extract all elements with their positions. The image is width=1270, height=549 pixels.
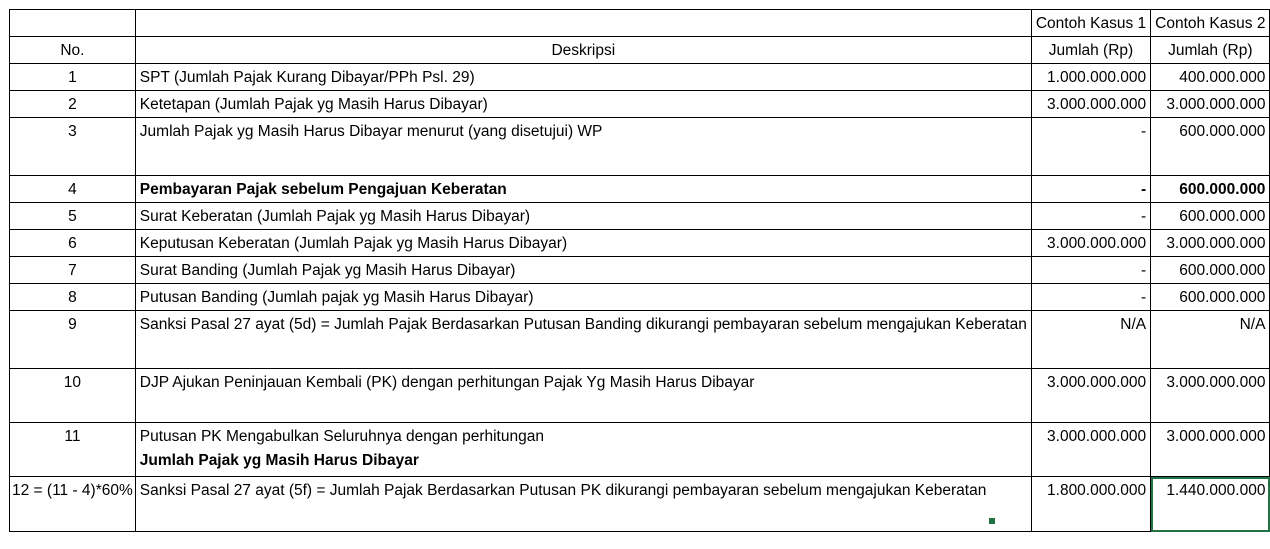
- row-case2[interactable]: 600.000.000: [1151, 176, 1270, 203]
- table-row: [10, 91, 1270, 118]
- row-no[interactable]: 6: [10, 230, 136, 257]
- table-row: [10, 369, 1270, 423]
- table-row: [10, 257, 1270, 284]
- case1-title[interactable]: Contoh Kasus 1: [1031, 10, 1150, 37]
- row-no[interactable]: 4: [10, 176, 136, 203]
- row-desc[interactable]: Sanksi Pasal 27 ayat (5f) = Jumlah Pajak Berdasarkan Putusan PK dikurangi pembayaran sebelum mengajukan Keberatan: [135, 477, 1031, 532]
- row-desc-line: Putusan PK Mengabulkan Seluruhnya dengan perhitungan: [139, 428, 544, 445]
- table-row: [10, 230, 1270, 257]
- row-case1[interactable]: N/A: [1031, 311, 1150, 369]
- table-row: [10, 176, 1270, 203]
- row-case2[interactable]: N/A: [1151, 311, 1270, 369]
- table-row: [10, 64, 1270, 91]
- row-no[interactable]: 11: [10, 423, 136, 477]
- row-no[interactable]: 9: [10, 311, 136, 369]
- row-case1[interactable]: -: [1031, 203, 1150, 230]
- tax-case-table: [9, 9, 1270, 532]
- row-case1[interactable]: 1.000.000.000: [1031, 64, 1150, 91]
- row-no[interactable]: 12 = (11 - 4)*60%: [10, 477, 136, 532]
- row-case2[interactable]: 600.000.000: [1151, 284, 1270, 311]
- row-case1[interactable]: 3.000.000.000: [1031, 230, 1150, 257]
- row-case2[interactable]: 600.000.000: [1151, 257, 1270, 284]
- row-desc[interactable]: Surat Banding (Jumlah Pajak yg Masih Harus Dibayar): [135, 257, 1031, 284]
- row-case1[interactable]: 3.000.000.000: [1031, 91, 1150, 118]
- table-row: [10, 311, 1270, 369]
- row-no[interactable]: 7: [10, 257, 136, 284]
- row-desc[interactable]: Ketetapan (Jumlah Pajak yg Masih Harus Dibayar): [135, 91, 1031, 118]
- row-case1[interactable]: 1.800.000.000: [1031, 477, 1150, 532]
- table-row: [10, 118, 1270, 176]
- cell-empty-no[interactable]: [10, 10, 136, 37]
- row-case1[interactable]: -: [1031, 176, 1150, 203]
- desc-header[interactable]: Deskripsi: [135, 37, 1031, 64]
- row-no[interactable]: 5: [10, 203, 136, 230]
- row-desc[interactable]: Jumlah Pajak yg Masih Harus Dibayar menurut (yang disetujui) WP: [135, 118, 1031, 176]
- row-case2[interactable]: 600.000.000: [1151, 203, 1270, 230]
- header-row-2: [10, 37, 1270, 64]
- row-case1[interactable]: 3.000.000.000: [1031, 369, 1150, 423]
- no-header[interactable]: No.: [10, 37, 136, 64]
- row-case1[interactable]: -: [1031, 118, 1150, 176]
- case1-unit[interactable]: Jumlah (Rp): [1031, 37, 1150, 64]
- row-case2[interactable]: 3.000.000.000: [1151, 369, 1270, 423]
- row-desc[interactable]: DJP Ajukan Peninjauan Kembali (PK) dengan perhitungan Pajak Yg Masih Harus Dibayar: [135, 369, 1031, 423]
- row-no[interactable]: 8: [10, 284, 136, 311]
- row-no[interactable]: 10: [10, 369, 136, 423]
- row-no[interactable]: 2: [10, 91, 136, 118]
- row-case1[interactable]: 3.000.000.000: [1031, 423, 1150, 477]
- row-desc[interactable]: [135, 423, 1031, 477]
- row-desc[interactable]: Keputusan Keberatan (Jumlah Pajak yg Masih Harus Dibayar): [135, 230, 1031, 257]
- case2-unit[interactable]: Jumlah (Rp): [1151, 37, 1270, 64]
- table-row: [10, 284, 1270, 311]
- table-row: [10, 203, 1270, 230]
- fill-handle[interactable]: [988, 517, 996, 525]
- row-case1[interactable]: -: [1031, 257, 1150, 284]
- row-no[interactable]: 1: [10, 64, 136, 91]
- row-case2[interactable]: 400.000.000: [1151, 64, 1270, 91]
- header-row-1: [10, 10, 1270, 37]
- row-desc[interactable]: Pembayaran Pajak sebelum Pengajuan Keberatan: [135, 176, 1031, 203]
- table-row: [10, 477, 1270, 532]
- row-desc[interactable]: Surat Keberatan (Jumlah Pajak yg Masih Harus Dibayar): [135, 203, 1031, 230]
- cell-empty-desc[interactable]: [135, 10, 1031, 37]
- row-desc[interactable]: Putusan Banding (Jumlah pajak yg Masih Harus Dibayar): [135, 284, 1031, 311]
- row-desc[interactable]: Sanksi Pasal 27 ayat (5d) = Jumlah Pajak Berdasarkan Putusan Banding dikurangi pembayaran sebelum mengajukan Keberatan: [135, 311, 1031, 369]
- row-no[interactable]: 3: [10, 118, 136, 176]
- row-case2[interactable]: 3.000.000.000: [1151, 91, 1270, 118]
- selected-cell[interactable]: 1.440.000.000: [1151, 477, 1270, 532]
- table-row: [10, 423, 1270, 477]
- row-case2[interactable]: 3.000.000.000: [1151, 423, 1270, 477]
- row-case1[interactable]: -: [1031, 284, 1150, 311]
- row-case2[interactable]: 600.000.000: [1151, 118, 1270, 176]
- row-case2[interactable]: 3.000.000.000: [1151, 230, 1270, 257]
- row-desc-line-bold: Jumlah Pajak yg Masih Harus Dibayar: [139, 452, 419, 469]
- case2-title[interactable]: Contoh Kasus 2: [1151, 10, 1270, 37]
- row-desc[interactable]: SPT (Jumlah Pajak Kurang Dibayar/PPh Psl. 29): [135, 64, 1031, 91]
